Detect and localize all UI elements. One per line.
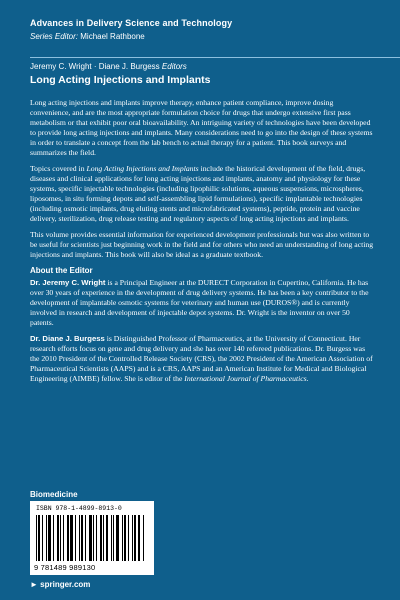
barcode-stripe: [128, 515, 129, 561]
wright-bio: is a Principal Engineer at the DURECT Corporation in Cupertino, California. He has over 30 years of experience in the development of drug delivery systems. He has been a key contributor to the development of implantable osmotic systems for veterinary and human use (DUROS®) and is currently involved in research and development of injectable depot systems. Dr. Wright is the inventor on over 50 patents.: [30, 278, 369, 327]
blurb-paragraph-1: Long acting injections and implants improve therapy, enhance patient compliance, improve dosing convenience, and are the most appropriate formulation choice for drugs that undergo extensive first pass metabolism or that exhibit poor oral bioavailability. An intriguing variety of technologies have been developed to provide long acting injections and implants. Many considerations need to go into the design of these systems in order to translate a concept from the lab bench to actual therapy for a patient. This book surveys and summarizes the field.: [30, 98, 373, 157]
barcode-stripe: [122, 515, 123, 561]
barcode-stripe: [48, 515, 51, 561]
barcode-stripe: [70, 515, 73, 561]
burgess-end: .: [306, 374, 309, 383]
barcode-stripe: [38, 515, 40, 561]
header-divider: [30, 57, 400, 58]
series-editor-name: Michael Rathbone: [80, 32, 145, 41]
about-heading: About the Editor: [30, 266, 93, 275]
isbn-text: ISBN 978-1-4899-8913-0: [36, 505, 122, 512]
barcode-stripe: [111, 515, 112, 561]
barcode-stripe: [116, 515, 119, 561]
barcode-stripe: [143, 515, 144, 561]
barcode-stripe: [113, 515, 114, 561]
editors-label: Editors: [161, 62, 187, 71]
barcode-stripe: [53, 515, 54, 561]
book-editors: [30, 62, 187, 71]
arrow-right-icon: ►: [30, 580, 38, 589]
barcode-stripe: [42, 515, 43, 561]
barcode-stripe: [79, 515, 80, 561]
barcode-stripe: [93, 515, 94, 561]
barcode-stripe: [57, 515, 59, 561]
blurb: [30, 98, 375, 390]
blurb-paragraph-2: [30, 164, 375, 224]
blurb-paragraph-3: This volume provides essential information for experienced development professionals but was also written to be useful for scientists just beginning work in the field and for others who need an understanding of long acting injections and implants. This book will also be ideal as a graduate textbook.: [30, 230, 374, 259]
publisher-link[interactable]: [30, 580, 90, 589]
about-wright: [30, 278, 375, 328]
about-burgess: [30, 334, 375, 384]
p2-start: Topics covered in: [30, 164, 87, 173]
barcode-stripe: [67, 515, 69, 561]
barcode: [30, 501, 154, 575]
barcode-stripe: [36, 515, 37, 561]
burgess-bio: is Distinguished Professor of Pharmaceutics, at the University of Connecticut. Her research efforts focus on gene and drug delivery and she has over 140 refereed publications. Dr. Burgess was the 2010 President of the Controlled Release Society (CRS), the 2002 President of the American Association of Pharmaceutical Scientists (AAPS) and is a CRS, AAPS and an American Institute for Medical and Biological Engineering (AIMBE) fellow. She is editor of the: [30, 334, 373, 383]
barcode-stripe: [132, 515, 133, 561]
barcode-stripe: [100, 515, 102, 561]
p2-rest: include the historical development of the field, drugs, diseases and clinical applications for long acting injections and implants, anatomy and physiology for these systems, specific injectable technologies (including lipophilic solutions, aqueous suspensions, microspheres, liposomes, in situ forming depots and self-assembling lipid formulations), specific implantable technologies (including osmotic implants, drug eluting stents and microfabricated systems), peptide, protein and vaccine delivery, sterilization, drug release testing and regulatory aspects of long acting injections and implants.: [30, 164, 366, 223]
series-header: [30, 18, 382, 41]
editor-names: Jeremy C. Wright · Diane J. Burgess: [30, 62, 160, 71]
barcode-stripe: [103, 515, 104, 561]
burgess-journal: International Journal of Pharmaceutics: [184, 374, 307, 383]
burgess-name: Dr. Diane J. Burgess: [30, 334, 105, 343]
barcode-stripe: [81, 515, 83, 561]
series-editor: [30, 32, 382, 41]
p2-book-title: Long Acting Injections and Implants: [86, 164, 199, 173]
barcode-stripe: [46, 515, 47, 561]
barcode-bars: [36, 515, 148, 561]
barcode-stripe: [138, 515, 140, 561]
barcode-stripe: [60, 515, 61, 561]
subject-category: Biomedicine: [30, 490, 78, 499]
barcode-stripe: [89, 515, 92, 561]
wright-name: Dr. Jeremy C. Wright: [30, 278, 106, 287]
barcode-stripe: [75, 515, 76, 561]
barcode-stripe: [106, 515, 108, 561]
series-title: Advances in Delivery Science and Technology: [30, 18, 233, 28]
barcode-stripe: [96, 515, 97, 561]
barcode-stripe: [124, 515, 126, 561]
barcode-stripe: [63, 515, 64, 561]
barcode-number: 9 781489 989130: [34, 563, 96, 572]
book-title: Long Acting Injections and Implants: [30, 74, 211, 86]
series-editor-label: Series Editor:: [30, 32, 79, 41]
barcode-stripe: [134, 515, 136, 561]
barcode-stripe: [85, 515, 86, 561]
publisher-url: springer.com: [40, 580, 91, 589]
